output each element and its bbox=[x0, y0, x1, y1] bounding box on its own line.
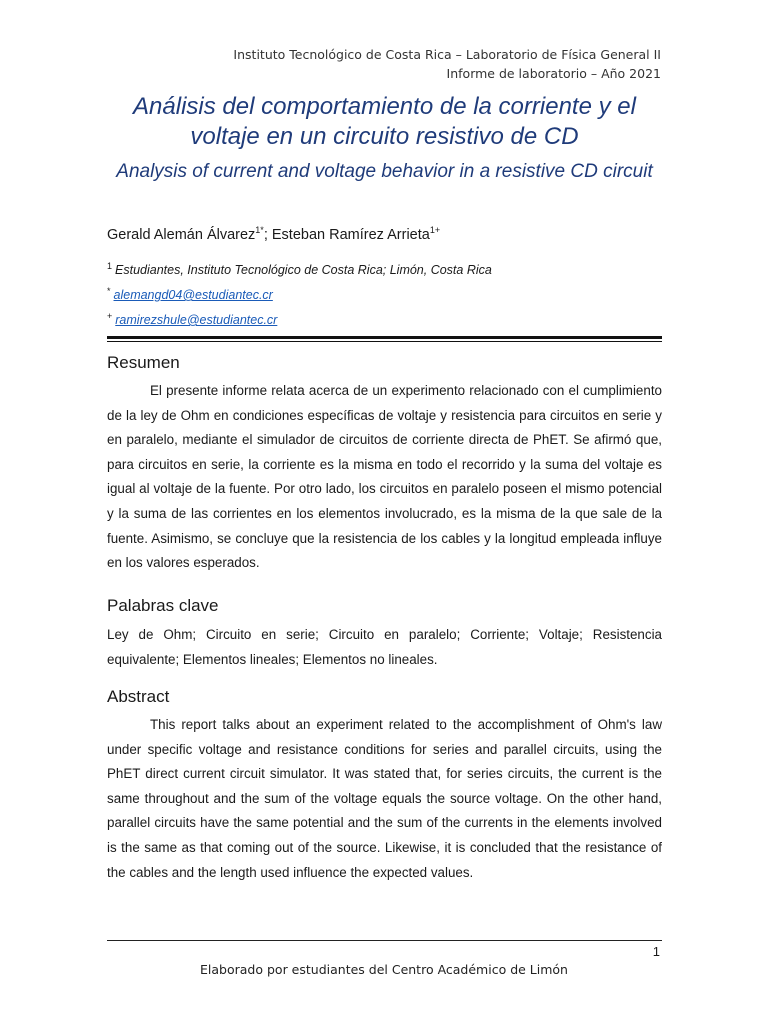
affiliation-line bbox=[107, 262, 492, 278]
email-line-2 bbox=[107, 312, 277, 328]
email-line-1 bbox=[107, 287, 273, 303]
abstract-heading: Abstract bbox=[107, 687, 170, 706]
abstract-paragraph: This report talks about an experiment related to the accomplishment of Ohm's law under specific voltage and resistance conditions for series and parallel circuits, using the PhET direct current circuit simulator. It was stated that, for series circuits, the current is the same throughout and the sum of the voltage equals the source voltage. On the other hand, parallel circuits have the same potential and the sum of the currents in the elements involved is the same as that coming out of the source. Likewise, it is concluded that the resistance of the cables and the length used influence the expected values. bbox=[107, 717, 662, 880]
footer-credit: Elaborado por estudiantes del Centro Académico de Limón bbox=[200, 962, 568, 977]
author-1-superscript: 1* bbox=[255, 225, 264, 236]
keywords-paragraph: Ley de Ohm; Circuito en serie; Circuito en paralelo; Corriente; Voltaje; Resistencia equivalente; Elementos lineales; Elementos no lineales. bbox=[107, 627, 662, 667]
author-separator: ; bbox=[263, 227, 272, 243]
header-institution: Instituto Tecnológico de Costa Rica – Laboratorio de Física General II bbox=[233, 47, 661, 62]
author-list bbox=[107, 225, 440, 245]
header-report-year: Informe de laboratorio – Año 2021 bbox=[446, 66, 661, 81]
affiliation-mark: 1 bbox=[107, 260, 113, 271]
header-divider-thick bbox=[107, 336, 662, 339]
resumen-heading: Resumen bbox=[107, 353, 180, 372]
paper-title-english: Analysis of current and voltage behavior in a resistive CD circuit bbox=[116, 161, 653, 182]
email-link-2[interactable]: ramirezshule@estudiantec.cr bbox=[115, 313, 278, 327]
author-1-name: Gerald Alemán Álvarez bbox=[107, 227, 256, 243]
email-link-1[interactable]: alemangd04@estudiantec.cr bbox=[113, 288, 273, 302]
email-2-mark: + bbox=[107, 310, 113, 321]
paper-title-spanish: Análisis del comportamiento de la corriente y el voltaje en un circuito resistivo de CD bbox=[133, 93, 636, 150]
resumen-paragraph: El presente informe relata acerca de un experimento relacionado con el cumplimiento de la ley de Ohm en condiciones específicas de voltaje y resistencia para circuitos en serie y en paralelo, mediante el simulador de circuitos de corriente directa de PhET. Se afirmó que, para circuitos en serie, la corriente es la misma en todo el recorrido y la suma del voltaje es igual al voltaje de la fuente. Por otro lado, los circuitos en paralelo poseen el mismo potencial y la suma de las corrientes en los elementos involucrado, es la misma de la que sale de la fuente. Asimismo, se concluye que la resistencia de los cables y la longitud empleada influye en los valores esperados. bbox=[107, 383, 662, 571]
email-1-mark: * bbox=[107, 285, 111, 296]
running-header bbox=[233, 45, 661, 83]
affiliation-text: Estudiantes, Instituto Tecnológico de Costa Rica; Limón, Costa Rica bbox=[115, 263, 492, 277]
footer-divider bbox=[107, 940, 662, 941]
header-divider-thin bbox=[107, 341, 662, 342]
author-2-superscript: 1+ bbox=[429, 225, 441, 236]
page-number: 1 bbox=[652, 944, 660, 959]
author-2-name: Esteban Ramírez Arrieta bbox=[271, 227, 430, 243]
keywords-heading: Palabras clave bbox=[107, 596, 219, 615]
